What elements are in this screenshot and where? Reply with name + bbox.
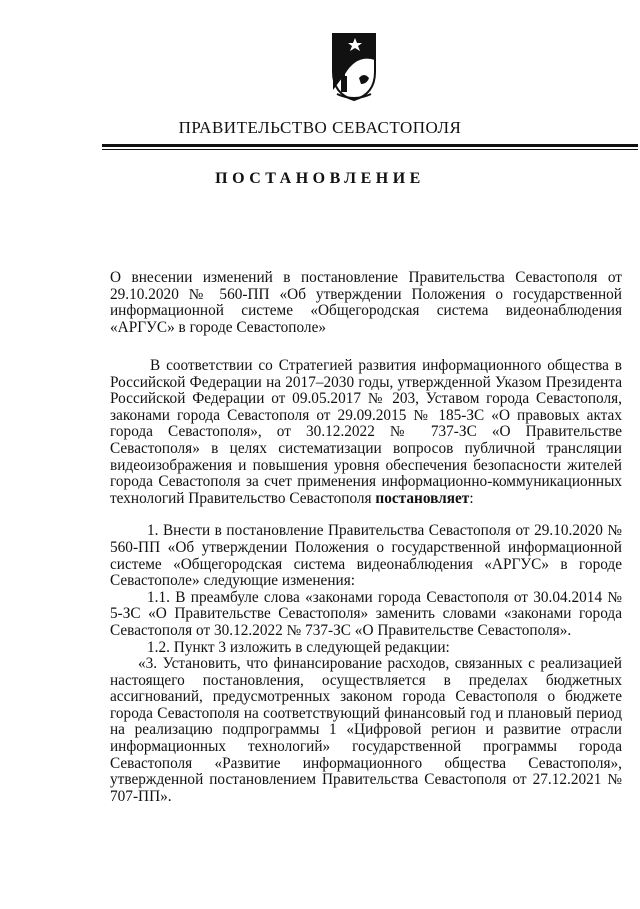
document-body [110,358,622,805]
preamble-text: В соответствии со Стратегией развития информационного общества в Российской Федерации на 2017–2030 годы, утвержденной Указом Президента Российской Федерации от 09.05.2017 № 203, Уставом города Севастополя, законами города Севастополя от 29.09.2015 № 185-ЗС «О правовых актах города Севастополя», от 30.12.2022 № 737-ЗС «О Правительстве Севастополя» в целях систематизации вопросов публичной трансляции видеоизображения и повышения уровня обеспечения безопасности жителей города Севастополя за счет применения информационно-коммуникационных технологий Правительство Севастополя [110,357,622,507]
document-type: ПОСТАНОВЛЕНИЕ [215,170,425,187]
resolve-suffix: : [469,489,474,507]
item-1-1: 1.1. В преамбуле слова «законами города Севастополя от 30.04.2014 № 5-ЗС «О Правительстве Севастополя» заменить словами «законами города Севастополя от 30.12.2022 № 737-ЗС «О Правительстве Севастополя». [110,588,622,639]
document-title-block [110,270,622,336]
preamble-paragraph [110,358,622,507]
document-title: О внесении изменений в постановление Правительства Севастополя от 29.10.2020 № 560-ПП «Об утверждении Положения о государственной информационной системе «Общегородская система видеонаблюдения «АРГУС» в городе Севастополе» [110,269,622,336]
coat-of-arms-icon [331,32,377,102]
header-rule-thin [102,149,638,150]
item-1: 1. Внести в постановление Правительства Севастополя от 29.10.2020 № 560-ПП «Об утверждении Положения о государственной информационной системе «Общегородская система видеонаблюдения «АРГУС» в городе Севастополе» следующие изменения: [110,522,622,590]
resolve-word: постановляет [375,489,470,507]
item-1-2: 1.2. Пункт 3 изложить в следующей редакции: [147,638,450,656]
header-rule-thick [102,144,638,147]
government-name: ПРАВИТЕЛЬСТВО СЕВАСТОПОЛЯ [178,118,462,137]
item-point-3-quote: «3. Установить, что финансирование расходов, связанных с реализацией настоящего постановления, осуществляется в пределах бюджетных ассигнований, предусмотренных законом города Севастополя о бюджете города Севастополя на соответствующий финансовый год и плановый период на реализацию подпрограммы 1 «Цифровой регион и развитие отрасли информационных технологий» государственной программы города Севастополя «Развитие информационного общества Севастополя», утвержденной постановлением Правительства Севастополя от 27.12.2021 № 707-ПП». [110,655,622,805]
